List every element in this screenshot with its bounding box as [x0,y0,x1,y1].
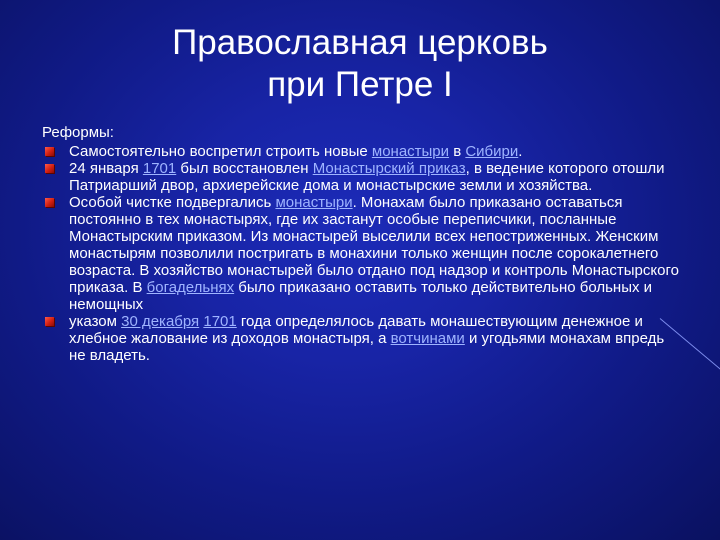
title-line-2: при Петре I [267,65,453,104]
bullet-marker-icon [45,317,54,326]
bullet-3-text: . Монахам было приказано оставаться постоянно в тех монастырях, где их застанут особые переписчики, посланные Монастырским приказом. Из монастырей выселили всех непостриженных. Женским монастырям позволили постригать в монахини только женщин после сорокалетнего возраста. В хозяйство монастырей было отдано под надзор и контроль Монастырского приказа. В [69,194,679,296]
bullet-4-text: года определялось давать монашествующим денежное и хлебное жалование из доходов монастыря, а [69,313,643,347]
link-december-30[interactable]: 30 декабря [121,313,200,330]
bullet-2-text: был восстановлен [176,160,313,177]
bullet-2-text: , в ведение которого отошли Патриарший двор, архиерейские дома и монастырские земли и хозяйства. [69,160,665,194]
bullet-item-4 [42,313,682,364]
bullet-marker-icon [45,164,54,173]
link-siberia[interactable]: Сибири [465,143,519,160]
link-monasteries[interactable]: монастыри [371,143,450,160]
section-heading: Реформы: [42,124,114,141]
link-monasteries[interactable]: монастыри [275,194,353,211]
link-monastic-prikaz[interactable]: Монастырский приказ [312,160,466,177]
bullet-1-text: . [518,143,523,160]
bullet-3-text: было приказано оставить только действительно больных и немощных [69,279,653,313]
slide-title [60,22,660,106]
slide-body [42,124,682,364]
link-votchiny[interactable]: вотчинами [390,330,465,347]
title-line-1: Православная церковь [172,23,548,62]
bullet-2-text: 24 января [69,160,143,177]
link-year-1701[interactable]: 1701 [142,160,177,177]
link-year-1701[interactable]: 1701 [203,313,237,330]
bullet-4-text: указом [69,313,122,330]
bullet-4-text: и угодьями монахам впредь не владеть. [69,330,665,364]
bullet-marker-icon [45,198,54,207]
bullet-marker-icon [45,147,54,156]
bullet-item-2 [42,160,682,194]
bullet-item-3 [42,194,682,313]
bullet-item-1 [42,143,682,160]
link-almshouses[interactable]: богадельнях [146,279,235,296]
bullet-3-text: Особой чистке подвергались [69,194,276,211]
bullet-1-text: Самостоятельно воспретил строить новые [69,143,372,160]
bullet-1-text: в [449,143,466,160]
